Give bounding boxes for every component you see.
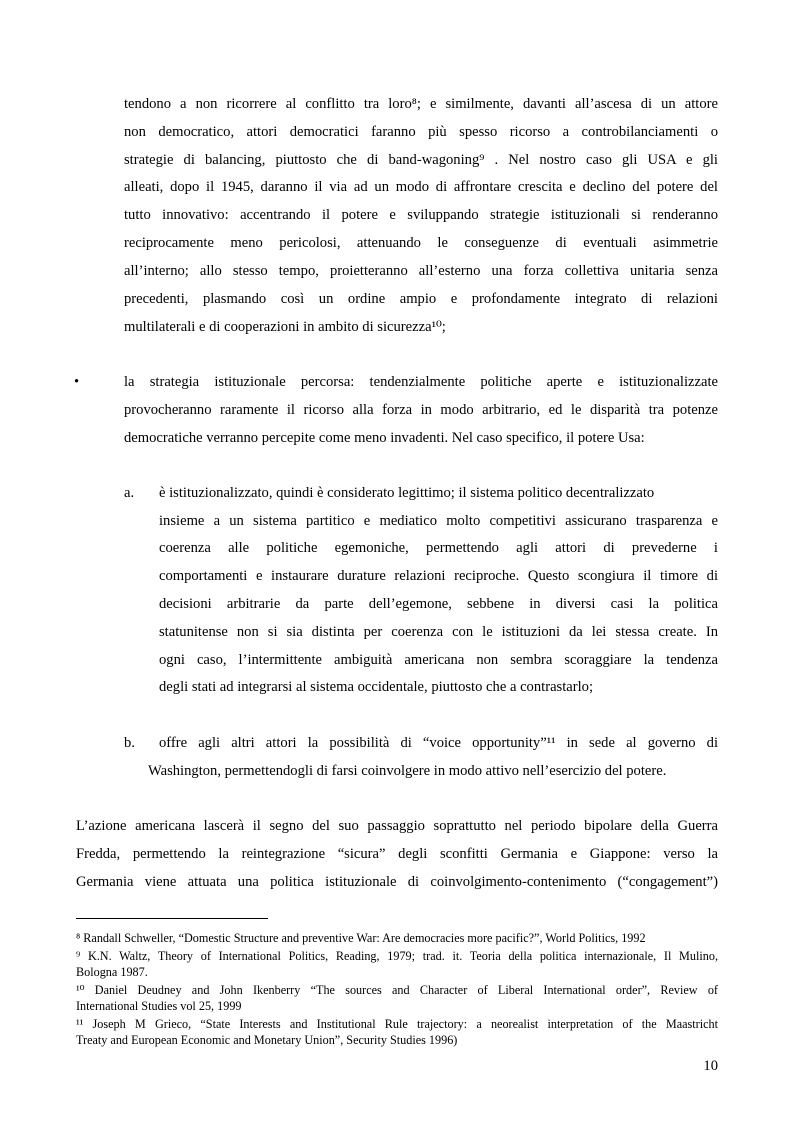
text-line: reciprocamente meno pericolosi, attenuando le conseguenze di eventuali asimmetrie: [124, 235, 718, 251]
text-line: degli stati ad integrarsi al sistema occidentale, piuttosto che a contrastarlo;: [159, 679, 594, 695]
footnote-separator: [76, 918, 268, 919]
text-line: comportamenti e instaurare durature relazioni reciproche. Questo scongiura il timore di: [159, 568, 718, 584]
footnote-10-cont: International Studies vol 25, 1999: [76, 999, 242, 1013]
footnote-9-cont: Bologna 1987.: [76, 965, 148, 979]
text-line: coerenza alle politiche egemoniche, permettendo agli attori di prevederne i: [159, 540, 718, 556]
text-line: strategie di balancing, piuttosto che di band-wagoning⁹ . Nel nostro caso gli USA e gli: [124, 152, 718, 168]
text-line: non democratico, attori democratici faranno più spesso ricorso a controbilanciamenti o: [124, 124, 718, 140]
list-marker: a.: [124, 485, 135, 501]
text-line: all’interno; allo stesso tempo, proietteranno all’esterno una forza collettiva unitaria senza: [124, 263, 718, 279]
page-number: 10: [703, 1058, 718, 1074]
text-line: democratiche verranno percepite come meno invadenti. Nel caso specifico, il potere Usa:: [124, 430, 645, 446]
footnote-10: ¹⁰ Daniel Deudney and John Ikenberry “The sources and Character of Liberal International order”, Review of: [76, 983, 718, 997]
text-line: alleati, dopo il 1945, daranno il via ad un modo di affrontare crescita e declino del potere del: [124, 179, 718, 195]
text-line: tutto innovativo: accentrando il potere e sviluppando strategie istituzionali si renderanno: [124, 207, 718, 223]
text-line: tendono a non ricorrere al conflitto tra loro⁸; e similmente, davanti all’ascesa di un attore: [124, 96, 718, 112]
footnote-11-cont: Treaty and European Economic and Monetary Union”, Security Studies 1996): [76, 1033, 458, 1047]
text-line: offre agli altri attori la possibilità di “voice opportunity”¹¹ in sede al governo di: [159, 735, 718, 751]
footnote-8: ⁸ Randall Schweller, “Domestic Structure and preventive War: Are democracies more pacific?”, World Politics, 1992: [76, 931, 646, 945]
text-line: L’azione americana lascerà il segno del suo passaggio soprattutto nel periodo bipolare della Guerra: [76, 818, 718, 834]
text-line: la strategia istituzionale percorsa: tendenzialmente politiche aperte e istituzionalizzate: [124, 374, 718, 390]
text-line: decisioni arbitrarie da parte dell’egemone, sebbene in diversi casi la politica: [159, 596, 718, 612]
list-marker: b.: [124, 735, 135, 751]
text-line: è istituzionalizzato, quindi è considerato legittimo; il sistema politico decentralizzato: [159, 485, 655, 501]
text-line: insieme a un sistema partitico e mediatico molto competitivi assicurano trasparenza e: [159, 513, 718, 529]
text-line: multilaterali e di cooperazioni in ambito di sicurezza¹⁰;: [124, 319, 446, 335]
footnote-9: ⁹ K.N. Waltz, Theory of International Politics, Reading, 1979; trad. it. Teoria della politica internazionale, Il Mulino,: [76, 949, 718, 963]
text-line: statunitense non si sia distinta per coerenza con le istituzioni da lei stessa create. In: [159, 624, 718, 640]
footnote-11: ¹¹ Joseph M Grieco, “State Interests and Institutional Rule trajectory: a neorealist interpretation of the Maastricht: [76, 1017, 718, 1031]
text-line: Washington, permettendogli di farsi coinvolgere in modo attivo nell’esercizio del potere.: [148, 763, 667, 779]
text-line: Germania viene attuata una politica istituzionale di coinvolgimento-contenimento (“congagement”): [76, 874, 718, 890]
text-line: ogni caso, l’intermittente ambiguità americana non sembra scoraggiare la tendenza: [159, 652, 718, 668]
text-line: precedenti, plasmando così un ordine ampio e profondamente integrato di relazioni: [124, 291, 718, 307]
bullet-marker: •: [74, 374, 80, 390]
text-line: provocheranno raramente il ricorso alla forza in modo arbitrario, ed le disparità tra potenze: [124, 402, 718, 418]
text-line: Fredda, permettendo la reintegrazione “sicura” degli sconfitti Germania e Giappone: verso la: [76, 846, 718, 862]
